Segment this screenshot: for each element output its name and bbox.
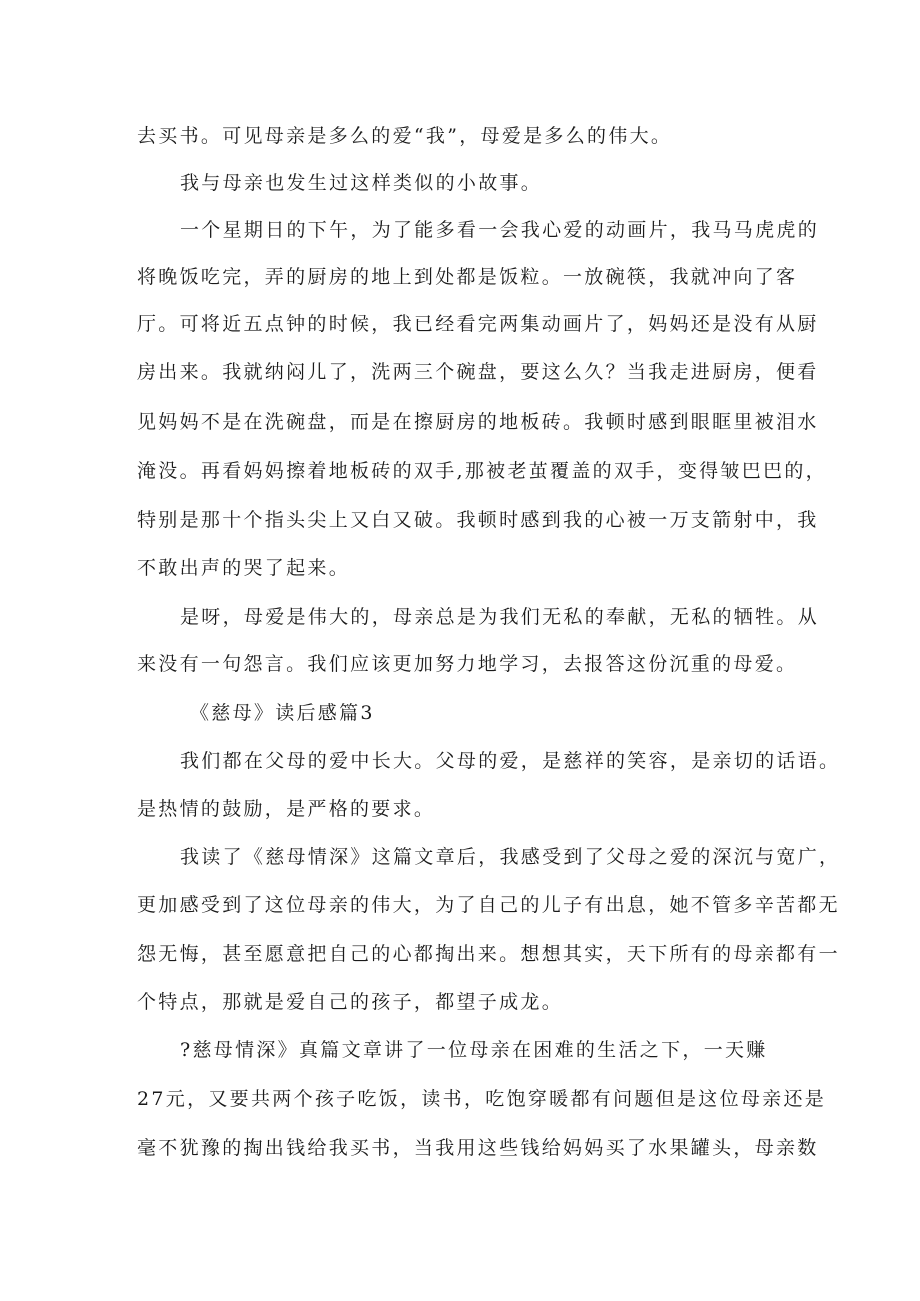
text-line: 不敢出声的哭了起来。 (137, 557, 351, 579)
text-line: 我与母亲也发生过这样类似的小故事。 (180, 172, 543, 194)
text-line: 房出来。我就纳闷儿了，洗两三个碗盘，要这么久？当我走进厨房，便看 (137, 361, 819, 383)
text-line: 更加感受到了这位母亲的伟大，为了自己的儿子有出息，她不管多辛苦都无 (137, 894, 840, 916)
section-heading: 《慈母》读后感篇3 (190, 702, 375, 724)
text-line: 见妈妈不是在洗碗盘，而是在擦厨房的地板砖。我顿时感到眼眶里被泪水 (137, 411, 819, 433)
text-line: 厅。可将近五点钟的时候，我已经看完两集动画片了，妈妈还是没有从厨 (137, 313, 819, 335)
text-line: 27元，又要共两个孩子吃饭，读书，吃饱穿暖都有问题但是这位母亲还是 (137, 1088, 827, 1110)
text-line: 将晚饭吃完，弄的厨房的地上到处都是饭粒。一放碗筷，我就冲向了客 (137, 266, 798, 288)
text-line: 特别是那十个指头尖上又白又破。我顿时感到我的心被一万支箭射中，我 (137, 509, 819, 531)
text-line: 我们都在父母的爱中长大。父母的爱，是慈祥的笑容，是亲切的话语。 (180, 750, 841, 772)
text-line: 去买书。可见母亲是多么的爱“我”，母爱是多么的伟大。 (137, 125, 673, 147)
text-line: 毫不犹豫的掏出钱给我买书，当我用这些钱给妈妈买了水果罐头，母亲数 (137, 1137, 819, 1159)
text-line: 淹没。再看妈妈擦着地板砖的双手,那被老茧覆盖的双手，变得皱巴巴的， (137, 460, 827, 482)
text-line: 个特点，那就是爱自己的孩子，都望子成龙。 (137, 991, 564, 1013)
text-line: 来没有一句怨言。我们应该更加努力地学习，去报答这份沉重的母爱。 (137, 653, 798, 675)
text-line: 一个星期日的下午，为了能多看一会我心爱的动画片，我马马虎虎的 (180, 219, 820, 241)
text-line: ?慈母情深》真篇文章讲了一位母亲在困难的生活之下，一天赚 (180, 1039, 768, 1061)
text-line: 是热情的鼓励，是严格的要求。 (137, 798, 436, 820)
text-line: 我读了《慈母情深》这篇文章后，我感受到了父母之爱的深沉与宽广， (180, 846, 841, 868)
text-line: 是呀，母爱是伟大的，母亲总是为我们无私的奉献，无私的牺牲。从 (180, 606, 820, 628)
text-line: 怨无悔，甚至愿意把自己的心都掏出来。想想其实，天下所有的母亲都有一 (137, 943, 840, 965)
